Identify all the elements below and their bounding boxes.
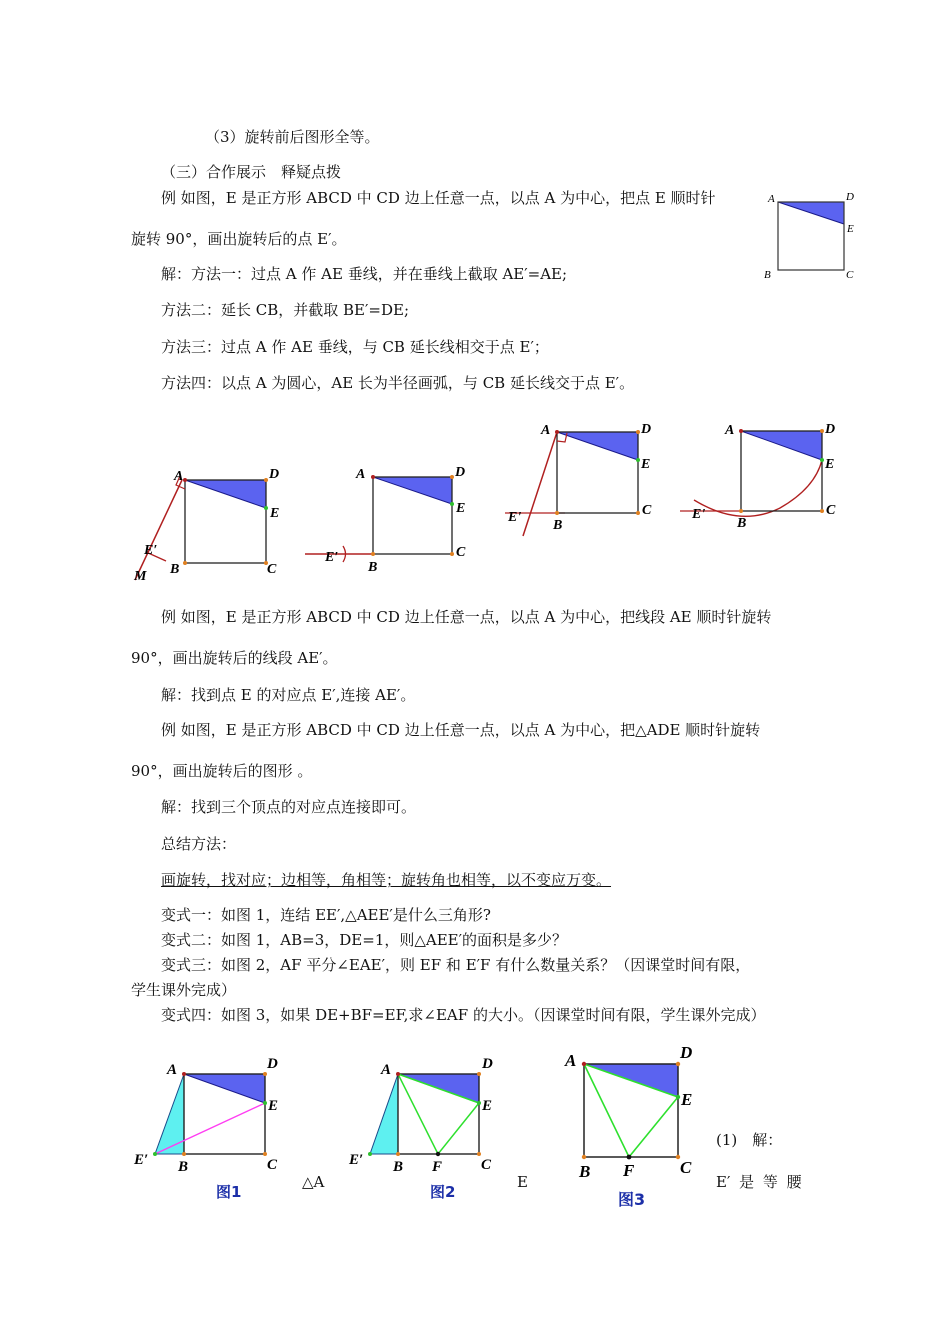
label-f: F bbox=[432, 1159, 443, 1175]
example-2-line-2: 90°，画出旋转后的线段 AE′。 bbox=[131, 649, 338, 667]
method-two: 方法二：延长 CB，并截取 BE′=DE; bbox=[161, 301, 410, 319]
label-b: B bbox=[737, 516, 747, 531]
variant-one: 变式一：如图 1，连结 EE′,△AEE′是什么三角形? bbox=[161, 906, 491, 924]
solution-fragment-2: E′ 是 等 腰 bbox=[716, 1173, 802, 1191]
example-1-line-2: 旋转 90°，画出旋转后的点 E′。 bbox=[131, 230, 347, 248]
text-line: （3）旋转前后图形全等。 bbox=[205, 128, 380, 146]
label-c: C bbox=[826, 503, 836, 518]
label-b: B bbox=[178, 1159, 189, 1175]
label-a: A bbox=[356, 467, 366, 482]
section-heading: （三）合作展示 释疑点拨 bbox=[161, 163, 342, 181]
label-c: C bbox=[481, 1157, 492, 1173]
label-a: A bbox=[174, 469, 184, 484]
label-d: D bbox=[846, 191, 854, 203]
label-b: B bbox=[553, 518, 563, 533]
label-a: A bbox=[167, 1062, 178, 1078]
label-d: D bbox=[269, 467, 280, 482]
example-2-line-1: 例 如图，E 是正方形 ABCD 中 CD 边上任意一点，以点 A 为中心，把线段 AE 顺时针旋转 bbox=[161, 608, 772, 626]
label-b: B bbox=[393, 1159, 404, 1175]
label-b: B bbox=[368, 560, 378, 575]
label-e-prime: E' bbox=[508, 510, 522, 525]
label-e: E bbox=[641, 457, 651, 472]
label-e-prime: E' bbox=[692, 507, 706, 522]
figure-3 bbox=[560, 1040, 720, 1190]
label-d: D bbox=[641, 422, 652, 437]
label-e: E bbox=[482, 1098, 493, 1114]
label-c: C bbox=[267, 1157, 278, 1173]
variant-two: 变式二：如图 1，AB=3，DE=1，则△AEE′的面积是多少？ bbox=[161, 931, 568, 949]
label-e: E bbox=[270, 506, 280, 521]
method-three: 方法三：过点 A 作 AE 垂线，与 CB 延长线相交于点 E′； bbox=[161, 338, 549, 356]
label-b: B bbox=[170, 562, 180, 577]
example-3-line-2: 90°，画出旋转后的图形 。 bbox=[131, 762, 313, 780]
label-a: A bbox=[541, 423, 551, 438]
label-a: A bbox=[381, 1062, 392, 1078]
variant-three: 变式三：如图 2，AF 平分∠EAE′，则 EF 和 E′F 有什么数量关系？（因课堂时间有限， bbox=[161, 956, 751, 974]
label-b: B bbox=[579, 1162, 591, 1181]
solution-fragment-1: (1) 解： bbox=[716, 1131, 783, 1149]
diagram-method-two bbox=[300, 462, 475, 577]
diagram-method-three bbox=[505, 418, 670, 538]
label-c: C bbox=[642, 503, 652, 518]
bottom-fragment-triangle: △A bbox=[302, 1173, 325, 1191]
label-c: C bbox=[680, 1158, 692, 1177]
label-e-prime: E′ bbox=[144, 543, 158, 558]
label-c: C bbox=[846, 269, 854, 281]
caption-figure-2: 图2 bbox=[430, 1183, 456, 1201]
example-1-line-1: 例 如图，E 是正方形 ABCD 中 CD 边上任意一点，以点 A 为中心，把点 E 顺时针 bbox=[161, 189, 716, 207]
label-f: F bbox=[623, 1161, 635, 1180]
label-d: D bbox=[482, 1056, 493, 1072]
label-e-prime: E′ bbox=[349, 1152, 364, 1168]
variant-four: 变式四：如图 3，如果 DE+BF=EF,求∠EAF 的大小。（因课堂时间有限，学生课外完成） bbox=[161, 1006, 766, 1024]
label-c: C bbox=[456, 545, 466, 560]
caption-figure-3: 图3 bbox=[618, 1190, 646, 1209]
label-b: B bbox=[764, 269, 771, 281]
example-2-solution: 解：找到点 E 的对应点 E′,连接 AE′。 bbox=[161, 686, 416, 704]
label-m: M bbox=[134, 569, 147, 584]
label-d: D bbox=[680, 1043, 693, 1062]
label-c: C bbox=[267, 562, 277, 577]
label-e: E bbox=[825, 457, 835, 472]
figure-2 bbox=[345, 1050, 505, 1200]
bottom-fragment-e: E bbox=[517, 1173, 528, 1191]
label-e: E bbox=[847, 223, 854, 235]
variant-three-cont: 学生课外完成） bbox=[131, 981, 237, 999]
diagram-method-one bbox=[130, 462, 300, 592]
label-d: D bbox=[825, 422, 836, 437]
summary-heading: 总结方法： bbox=[161, 835, 237, 853]
method-one: 解：方法一：过点 A 作 AE 垂线，并在垂线上截取 AE′=AE; bbox=[161, 265, 568, 283]
label-e-prime: E′ bbox=[134, 1152, 149, 1168]
label-a: A bbox=[768, 193, 775, 205]
caption-figure-1: 图1 bbox=[216, 1183, 242, 1201]
diagram-square-example bbox=[760, 186, 860, 286]
figure-1 bbox=[130, 1050, 290, 1200]
example-3-line-1: 例 如图，E 是正方形 ABCD 中 CD 边上任意一点，以点 A 为中心，把△ADE 顺时针旋转 bbox=[161, 721, 761, 739]
label-d: D bbox=[267, 1056, 278, 1072]
label-a: A bbox=[725, 423, 735, 438]
diagram-method-four bbox=[680, 418, 850, 531]
label-a: A bbox=[565, 1051, 577, 1070]
method-four: 方法四：以点 A 为圆心，AE 长为半径画弧，与 CB 延长线交于点 E′。 bbox=[161, 374, 635, 392]
label-d: D bbox=[455, 465, 466, 480]
example-3-solution: 解：找到三个顶点的对应点连接即可。 bbox=[161, 798, 417, 816]
label-e-prime: E′ bbox=[325, 550, 339, 565]
label-e: E bbox=[681, 1090, 693, 1109]
summary-rule: 画旋转，找对应；边相等，角相等；旋转角也相等，以不变应万变。 bbox=[161, 871, 612, 889]
label-e: E bbox=[268, 1098, 279, 1114]
label-e: E bbox=[456, 501, 466, 516]
